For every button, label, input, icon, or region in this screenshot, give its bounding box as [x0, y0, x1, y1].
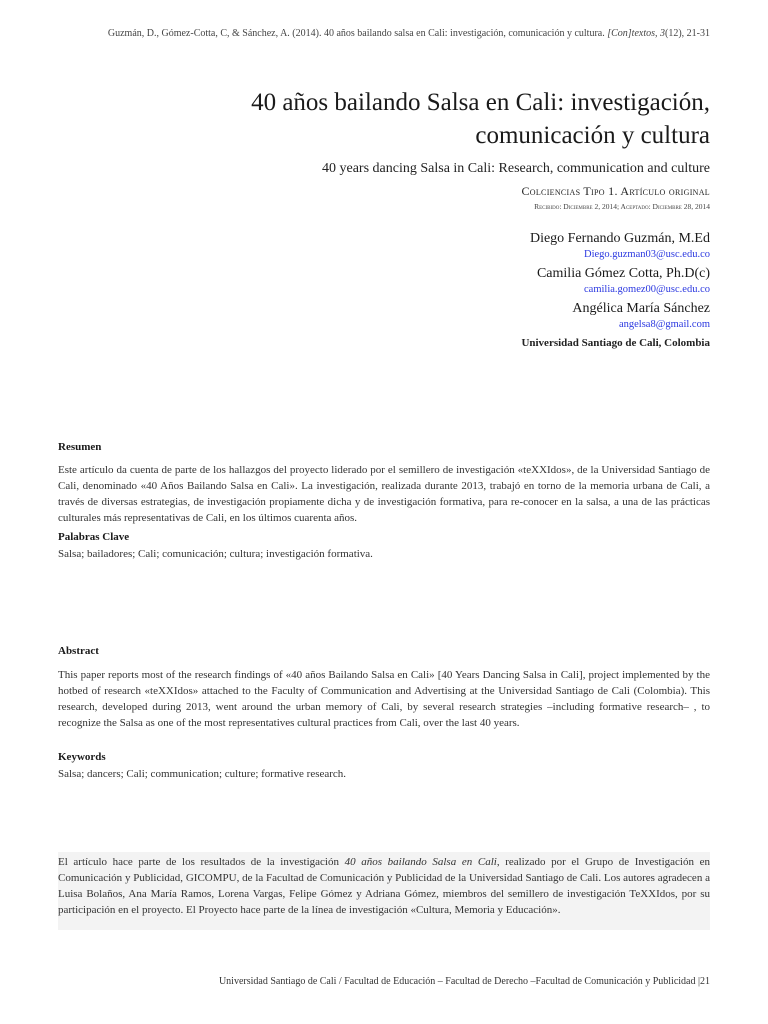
keywords-heading: Keywords — [58, 751, 106, 763]
title-line-1: 40 años bailando Salsa en Cali: investigación, — [251, 89, 710, 116]
keywords-text: Salsa; dancers; Cali; communication; culture; formative research. — [58, 768, 347, 780]
abstract-heading: Abstract — [58, 645, 99, 657]
author-name: Diego Fernando Guzmán, M.Ed — [529, 231, 710, 246]
author-email-link[interactable]: angelsa8@gmail.com — [618, 319, 710, 330]
citation-prefix: Guzmán, D., Gómez-Cotta, C, & Sánchez, A. (2014). 40 años bailando salsa en Cali: investigación, comunicación y cultura. — [107, 28, 608, 39]
title-line-2: comunicación y cultura — [475, 122, 710, 149]
author-name: Angélica María Sánchez — [572, 301, 710, 316]
note-project-title: 40 años bailando Salsa en Cali — [344, 856, 497, 868]
funding-note — [58, 852, 710, 930]
running-header — [58, 28, 710, 39]
article-title — [190, 86, 710, 152]
abstract-text: This paper reports most of the research findings of «40 años Bailando Salsa en Cali» [40 Years Dancing Salsa in Cali], project implemented by the hotbed of research «teXXIdos» attached to the Faculty of Communication and Advertising at the Universidad Santiago de Cali (Colombia). This research, developed during 2013, went around the urban memory of Cali, by several research strategies –including formative research– , to recognize the Salsa as one of the most representatives cultural practices from Cali, over the last 40 years. — [58, 669, 710, 729]
article-subtitle: 40 years dancing Salsa in Cali: Research, communication and culture — [322, 161, 710, 176]
palabras-clave-text: Salsa; bailadores; Cali; comunicación; cultura; investigación formativa. — [58, 548, 373, 560]
affiliation: Universidad Santiago de Cali, Colombia — [521, 337, 710, 349]
resumen-text: Este artículo da cuenta de parte de los hallazgos del proyecto liderado por el semillero de investigación «teXXIdos», de la Universidad Santiago de Cali, denominado «40 Años Bailando Salsa en Cali». La investigación, realizada durante 2013, trabajó en torno de la memoria urbana de Cali, a través de diversas estrategias, de investigación propiamente dicha y de investigación formativa, para re-conocer en la salsa, a una de las prácticas culturales más representativas de Cali, en los últimos cuarenta años. — [58, 464, 710, 524]
author-name: Camilia Gómez Cotta, Ph.D(c) — [536, 266, 710, 281]
author-email-link[interactable]: Diego.guzman03@usc.edu.co — [583, 249, 710, 260]
citation-suffix: (12), 21-31 — [665, 28, 710, 39]
palabras-clave-heading: Palabras Clave — [58, 531, 130, 543]
article-category: Colciencias Tipo 1. Artículo original — [521, 184, 710, 198]
author-list — [530, 229, 710, 334]
resumen-heading: Resumen — [58, 441, 102, 453]
note-prefix: El artículo hace parte de los resultados de la investigación — [58, 856, 345, 868]
journal-name: [Con]textos, 3 — [607, 28, 665, 39]
note-suffix: , realizado por el Grupo de Investigación en Comunicación y Publicidad, GICOMPU, de la Facultad de Comunicación y Publicidad de la Universidad Santiago de Cali. Los autores agradecen a Luisa Bolaños, Ana María Ramos, Lorena Vargas, Felipe Gómez y Adriana Gómez, miembros del semillero de investigación TeXXIdos, por su participación en el proyecto. El Proyecto hace parte de la línea de investigación «Cultura, Memoria y Educación». — [58, 856, 711, 916]
author-email-link[interactable]: camilia.gomez00@usc.edu.co — [584, 284, 710, 295]
page-footer: Universidad Santiago de Cali / Facultad de Educación – Facultad de Derecho –Facultad de Comunicación y Publicidad |21 — [218, 976, 710, 987]
article-dates: Recibido: Diciembre 2, 2014; Aceptado: Diciembre 28, 2014 — [534, 202, 710, 211]
